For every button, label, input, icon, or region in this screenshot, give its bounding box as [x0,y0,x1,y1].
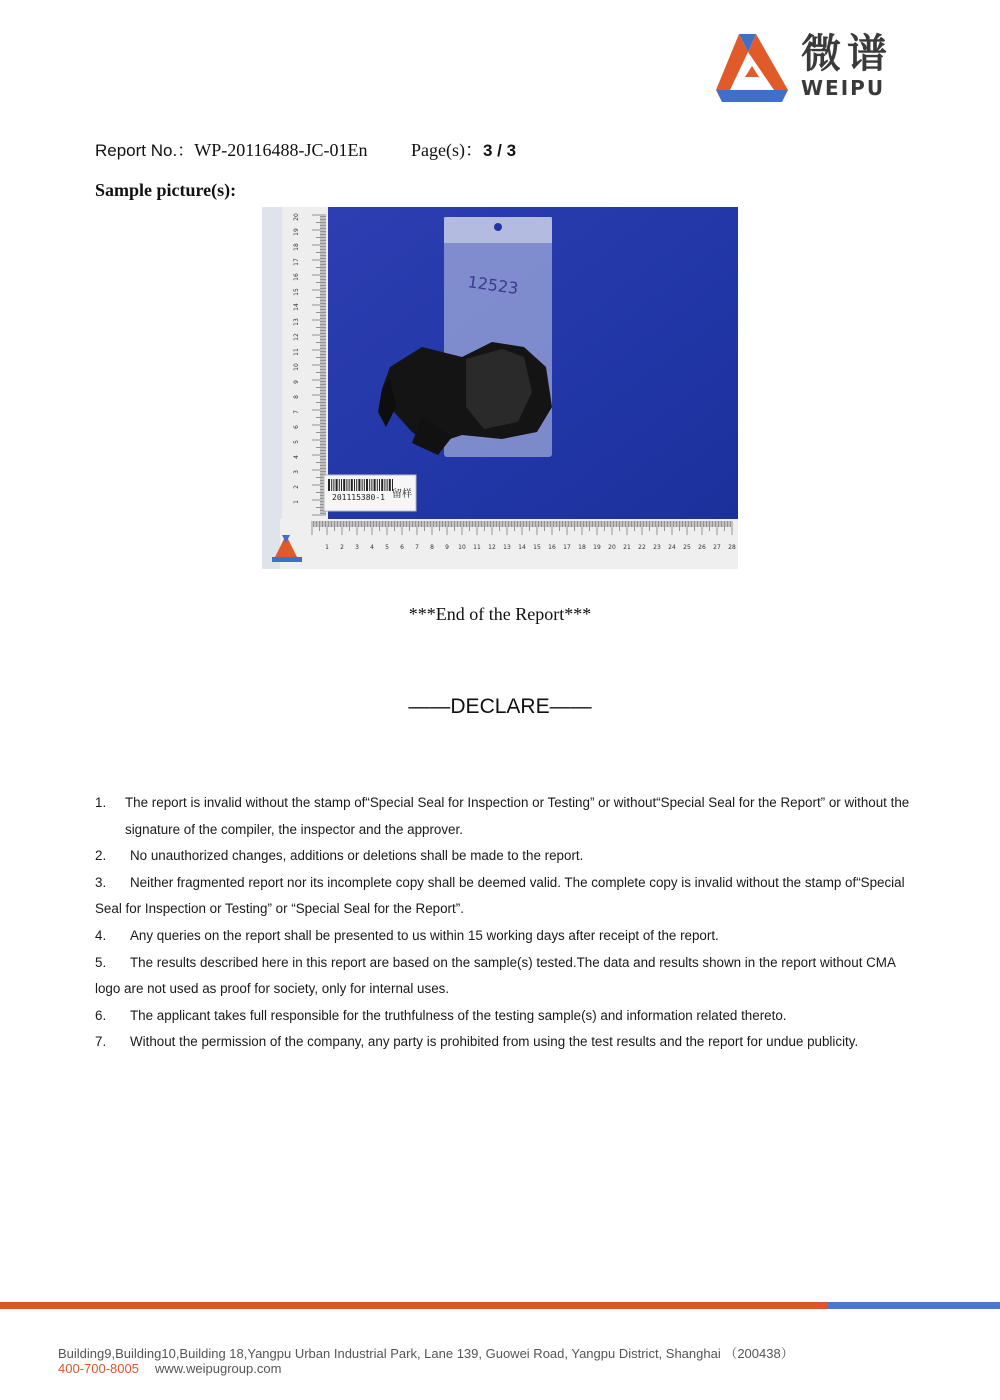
ruler-label: 19 [593,544,601,551]
ruler-label: 23 [653,544,661,551]
declaration-item [95,1003,910,1030]
ruler-label: 14 [518,544,526,551]
ruler-label: 13 [503,544,511,551]
ruler-label: 11 [473,544,481,551]
ruler-label: 9 [293,380,300,384]
sample-photo-image [262,207,738,569]
declaration-item [95,843,910,870]
ruler-label: 2 [340,544,344,551]
declaration-number: 4. [95,927,107,943]
declaration-text: Neither fragmented report nor its incomplete copy shall be deemed valid. The complete copy is invalid without the stamp of“Special Seal for Inspection or Testing” or “Special Seal for the Report”. [95,874,905,917]
declaration-item [95,1029,910,1056]
footer-website[interactable]: www.weipugroup.com [154,1361,282,1376]
declare-title: ——DECLARE—— [408,695,592,718]
ruler-label: 3 [355,544,359,551]
declaration-number: 6. [95,1007,107,1023]
sticker-text: 留样 [392,489,412,500]
pages-value: 3 / 3 [482,141,517,160]
report-header [95,136,517,161]
ruler-label: 15 [293,288,300,296]
ruler-label: 10 [458,544,466,551]
ruler-label: 20 [293,213,300,221]
bag-label: 12523 [466,272,520,299]
report-number: WP-20116488-JC-01En [194,140,368,160]
ruler-label: 17 [293,258,300,266]
sticker-code: 201115380-1 [332,493,385,502]
ruler-label: 8 [293,395,300,399]
ruler-label: 16 [548,544,556,551]
footer-phone: 400-700-8005 [58,1361,139,1376]
declaration-text: The applicant takes full responsible for the truthfulness of the testing sample(s) and information related thereto. [130,1007,787,1023]
ruler-label: 2 [293,485,300,489]
ruler-label: 6 [400,544,404,551]
weipu-logo-icon [712,30,790,106]
footer-contact [58,1361,281,1376]
ruler-label: 9 [445,544,449,551]
page-indicator [411,136,516,162]
footer-divider-blue [828,1302,1000,1309]
logo-chinese-text: 微谱 [801,31,893,77]
ruler-label: 3 [293,470,300,474]
ruler-label: 16 [293,273,300,281]
declaration-text: Any queries on the report shall be presented to us within 15 working days after receipt of the report. [130,927,719,943]
ruler-label: 20 [608,544,616,551]
ruler-label: 11 [293,348,300,356]
ruler-label: 22 [638,544,646,551]
declaration-number: 5. [95,954,107,970]
logo-english-text: WEIPU [801,76,886,100]
pages-label: Page(s)： [411,140,483,160]
weipu-logo [712,30,912,106]
footer-divider-red [0,1302,828,1309]
declaration-number: 7. [95,1034,107,1050]
sample-pictures-heading: Sample picture(s): [95,180,237,200]
declaration-item [95,790,910,843]
ruler-label: 10 [293,363,300,371]
declaration-text: The report is invalid without the stamp of“Special Seal for Inspection or Testing” or without“Special Seal for the Report” or without the signature of the compiler, the inspector and the approver. [125,795,910,837]
declaration-item [95,950,910,1003]
ruler-label: 12 [488,544,496,551]
ruler-label: 24 [668,544,676,551]
ruler-label: 17 [563,544,571,551]
ruler-label: 14 [293,303,300,311]
ruler-label: 21 [623,544,631,551]
end-of-report: ***End of the Report*** [408,604,592,624]
ruler-label: 25 [683,544,691,551]
ruler-label: 7 [293,410,300,414]
ruler-label: 6 [293,425,300,429]
ruler-label: 28 [728,544,736,551]
declaration-text: No unauthorized changes, additions or deletions shall be made to the report. [130,848,584,864]
ruler-label: 4 [293,455,300,459]
declaration-text: Without the permission of the company, any party is prohibited from using the test results and the report for undue publicity. [130,1034,859,1050]
ruler-label: 18 [293,243,300,251]
ruler-label: 8 [430,544,434,551]
ruler-label: 7 [415,544,419,551]
ruler-label: 1 [325,544,329,551]
ruler-label: 19 [293,228,300,236]
declaration-number: 1. [95,795,107,810]
ruler-label: 12 [293,333,300,341]
ruler-label: 18 [578,544,586,551]
declaration-number: 2. [95,848,107,864]
ruler-label: 15 [533,544,541,551]
ruler-label: 5 [293,440,300,444]
ruler-label: 5 [385,544,389,551]
declaration-text: The results described here in this report are based on the sample(s) tested.The data and results shown in the report without CMA logo are not used as proof for society, only for internal uses. [95,954,896,997]
ruler-label: 26 [698,544,706,551]
declaration-list [95,790,910,1056]
ruler-label: 4 [370,544,374,551]
footer-divider [0,1302,1000,1309]
report-number-label: Report No.： [95,141,195,160]
declaration-item [95,870,910,923]
sample-photo [262,207,738,569]
declaration-number: 3. [95,874,107,890]
ruler-label: 1 [293,500,300,504]
ruler-label: 27 [713,544,721,551]
declaration-item [95,923,910,950]
footer-address: Building9,Building10,Building 18,Yangpu Urban Industrial Park, Lane 139, Guowei Road, Yangpu District, Shanghai （200438） [58,1346,794,1361]
ruler-label: 13 [293,318,300,326]
